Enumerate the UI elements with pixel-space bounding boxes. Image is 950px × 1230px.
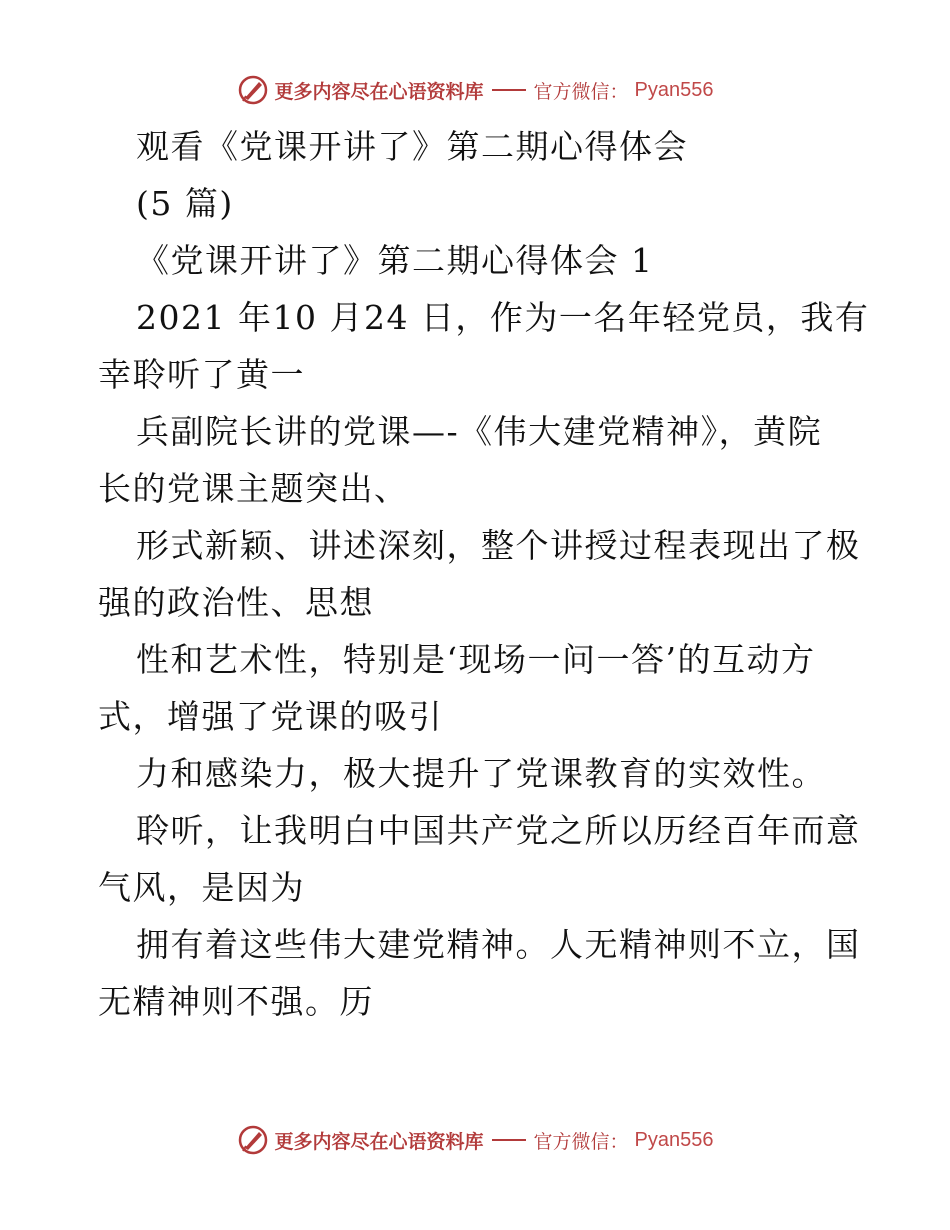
paragraph-line: 无精神则不强。历 <box>98 982 374 1021</box>
document-subtitle: (5 篇) <box>136 184 234 223</box>
banner-wechat-label: 官方微信： <box>533 1130 629 1153</box>
header-banner <box>0 70 950 110</box>
paragraph-line: 强的政治性、思想 <box>98 583 374 622</box>
paragraph-line: 幸聆听了黄一 <box>98 355 305 394</box>
quill-pen-logo-icon <box>237 1124 269 1156</box>
banner-wechat-id: Pyan556 <box>634 78 714 101</box>
paragraph-line: 拥有着这些伟大建党精神。人无精神则不立，国 <box>136 925 861 964</box>
document-title: 观看《党课开讲了》第二期心得体会 <box>136 127 688 166</box>
footer-banner <box>0 1120 950 1160</box>
paragraph-line: 性和艺术性，特别是‘现场一问一答’的互动方 <box>136 640 816 679</box>
quill-pen-logo-icon <box>237 74 269 106</box>
banner-dash <box>492 1139 526 1141</box>
document-body <box>98 118 870 1030</box>
paragraph-line: 聆听，让我明白中国共产党之所以历经百年而意 <box>136 811 861 850</box>
section-heading: 《党课开讲了》第二期心得体会 1 <box>136 241 654 280</box>
banner-text: 更多内容尽在心语资料库 <box>274 80 484 103</box>
paragraph-line: 长的党课主题突出、 <box>98 469 409 508</box>
paragraph-line: 兵副院长讲的党课—-《伟大建党精神》，黄院 <box>136 412 823 451</box>
banner-dash <box>492 89 526 91</box>
paragraph-line: 2021 年10 月24 日，作为一名年轻党员，我有 <box>136 298 870 337</box>
paragraph-line: 形式新颖、讲述深刻，整个讲授过程表现出了极 <box>136 526 861 565</box>
paragraph-line: 气风，是因为 <box>98 868 305 907</box>
paragraph-line: 力和感染力，极大提升了党课教育的实效性。 <box>136 754 826 793</box>
banner-wechat-id: Pyan556 <box>634 1128 714 1151</box>
banner-text: 更多内容尽在心语资料库 <box>274 1130 484 1153</box>
paragraph-line: 式，增强了党课的吸引 <box>98 697 443 736</box>
banner-wechat-label: 官方微信： <box>533 80 629 103</box>
